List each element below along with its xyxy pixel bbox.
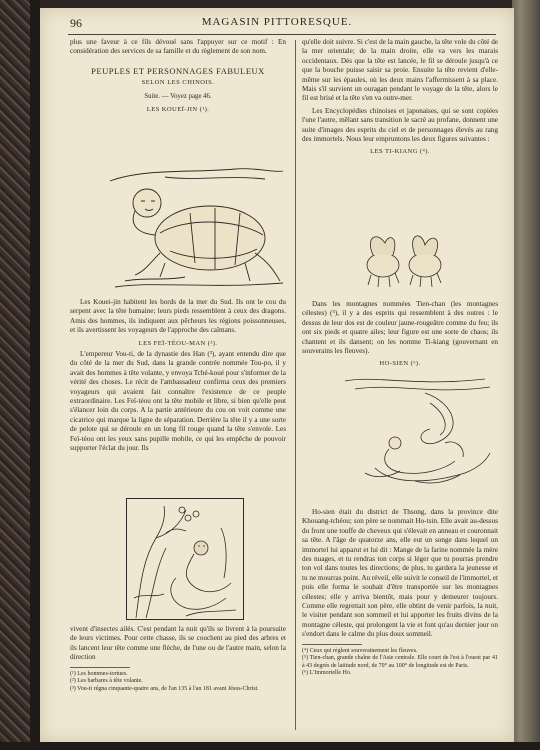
caption-ti-kiang: LES TI-KIANG (⁴).	[370, 148, 430, 156]
left-column-body	[70, 298, 286, 457]
book-binding	[0, 0, 30, 750]
paragraph-continued-right: qu'elle doit suivre. Si c'est de la main gauche, la tête vole du côté de la mer orientale; de la main droite, elle va vers les marais occidentaux. Dès que la tête est lancée, le fil se déroule jusqu'à ce que la bouche puisse saisir sa proie. Ensuite la tête revient d'elle-même sur les épaules, où les deux mains l'affermissent à sa place. Mais s'il survient un ouragan pendant le voyage de la tête, alors le fil est brisé et la tête s'en va outre-mer.	[302, 38, 498, 103]
footnote: (³) Vou-ti régna cinquante-quatre ans, de l'an 135 à l'an 181 avant Jésus-Christ.	[70, 685, 259, 692]
footnote: (⁶) L'Immortelle Ho.	[302, 670, 352, 677]
footnote: (⁵) Tien-chan, grande chaîne de l'Asie centrale. Elle court de l'est à l'ouest par 41 à 43 degrés de latitude nord, de 70° au 100° de longitude est de Paris.	[302, 655, 498, 669]
footnote: (⁴) Ceux qui règlent souverainement les fleuves.	[302, 647, 418, 654]
paragraph-ho-sien: Ho-sien était du district de Thsong, dans la province dite Khouang-tchéou; son père se nommait Ho-tsin. Elle avait au-dessus du front une touffe de cheveux qui s'élevait en anneau et couronnait sa tête. A l'âge de quatorze ans, elle eut un songe dans lequel un immortel lui apparut et lui dit : Mange de la farine nommée la mère des nuages, et tu rendras ton corps si léger que tu pourras prendre ton vol dans toutes les directions; de plus, tu gardera la jeunesse et tu ne mourras point. Au réveil, elle suivit le conseil de l'immortel, et puis elle forma le souhait d'être transportée sur les montagnes célestes; elle y arriva bientôt, mais pour y demeurer toujours. Comme elle regrettait son père, elle obtint de venir parfois, la nuit, le visiter pendant son sommeil et lui apporter les fruits divins de la montagne céleste, qui prolongent la vie et font qu'au dernier jour on s'endort dans le calme du plus doux sommeil.	[302, 508, 498, 639]
left-column	[70, 38, 286, 116]
right-column-middle	[302, 300, 498, 371]
footnote-rule	[302, 644, 362, 645]
footnote-rule	[70, 667, 130, 668]
book-gutter	[30, 0, 40, 750]
intro-text: plus une faveur à ce fils dévoué sans l'appuyer sur ce motif : En considération des services de sa famille et du règlement de son nom.	[70, 38, 286, 56]
footnote: (¹) Les hommes-tortues.	[70, 670, 128, 677]
turtle-man-illustration	[105, 163, 285, 293]
continuation-note: Suite. — Voyez page 46.	[144, 92, 212, 100]
book-page	[40, 8, 514, 742]
page-header	[40, 8, 514, 38]
left-footnotes	[70, 671, 286, 694]
section-title: PEUPLES ET PERSONNAGES FABULEUX	[91, 65, 265, 76]
ho-sien-illustration	[335, 373, 495, 493]
caption-kouei-jin: LES KOUEÏ-JIN (¹).	[146, 106, 210, 114]
right-footnotes	[302, 648, 498, 678]
caption-ho-sien: HO-SIEN (⁶).	[379, 360, 421, 368]
page-number: 96	[70, 16, 82, 30]
paragraph-ti-kiang: Dans les montagnes nommées Tien-chan (les montagnes célestes) (⁵), il y a des esprits qui ressemblent à des outres : le dessus de leur dos est de couleur jaune-rougeâtre comme du feu; ils ont six pieds et quatre ailes; leur figure est une sorte de chaos; ils chantent et ils dansent; on les nomme Ti-kiang (gouvernant en souverains les fleuves).	[302, 300, 498, 356]
page-title: MAGASIN PITTORESQUE.	[201, 16, 353, 28]
right-column-body	[302, 508, 498, 678]
footnote: (²) Les barbares à tête volante.	[70, 678, 143, 685]
section-subtitle: SELON LES CHINOIS.	[141, 79, 215, 87]
paragraph-fei-teou-man: L'empereur Vou-ti, de la dynastie des Han (³), ayant entendu dire que du côté de la mer du Sud, dans la grande contrée nommée Tou-po, il y avait des hommes à tête volante, y envoya Tché-koué pour s'informer de la vérité des choses. Le récit de l'ambassadeur confirma ceux des premiers voyageurs qui avaient fait connaître l'existence de ce peuple extraordinaire. Les Feï-téou ont la tête mobile et libre, si bien qu'elle peut s'élancer loin du corps. A la partie antérieure du cou on voit comme une cicatrice qui marque la ligne de séparation. Derrière la tête il y a une sorte de pelote qui se déroule en un long fil rouge quand la tête s'envole. Les Feï-téou ont les yeux sans pupille mobile, ce qui les empêche de pouvoir supporter l'éclat du jour. Ils	[70, 350, 286, 453]
right-column	[302, 38, 498, 159]
bottom-edge	[0, 742, 540, 750]
paragraph-kouei-jin: Les Kouei-jin habitent les bords de la mer du Sud. Ils ont le cou du serpent avec la tête humaine; leurs pieds ressemblent à ceux des dragons. Amis des hommes, ils indiquent aux pêcheurs les régions poissonneuses, et ils avertissent les voyageurs de l'approche des caïmans.	[70, 298, 286, 335]
column-divider	[295, 40, 296, 730]
left-column-bottom	[70, 625, 286, 693]
next-pages-edge	[512, 0, 540, 750]
header-rule	[68, 34, 496, 35]
paragraph-encyclopedias: Les Encyclopédies chinoises et japonaises, qui se sont copiées l'une l'autre, mêlant sans transition le sacré au profane, donnent une suite d'images des esprits du ciel et de personnages élevés au rang des immortels. Nous leur empruntons les deux figures suivantes :	[302, 106, 498, 144]
caption-fei-teou-man: LES FEÏ-TÉOU-MAN (²).	[138, 339, 218, 347]
ti-kiang-illustration	[355, 223, 455, 293]
flying-head-illustration	[126, 498, 244, 620]
paragraph-continued: vivent d'insectes ailés. C'est pendant la nuit qu'ils se livrent à la poursuite de leurs victimes. Pour cette chasse, ils se couchent au pied des arbres et ils lancent leur tête comme une flèche, de l'une ou de l'autre main, selon la direction	[70, 625, 286, 662]
